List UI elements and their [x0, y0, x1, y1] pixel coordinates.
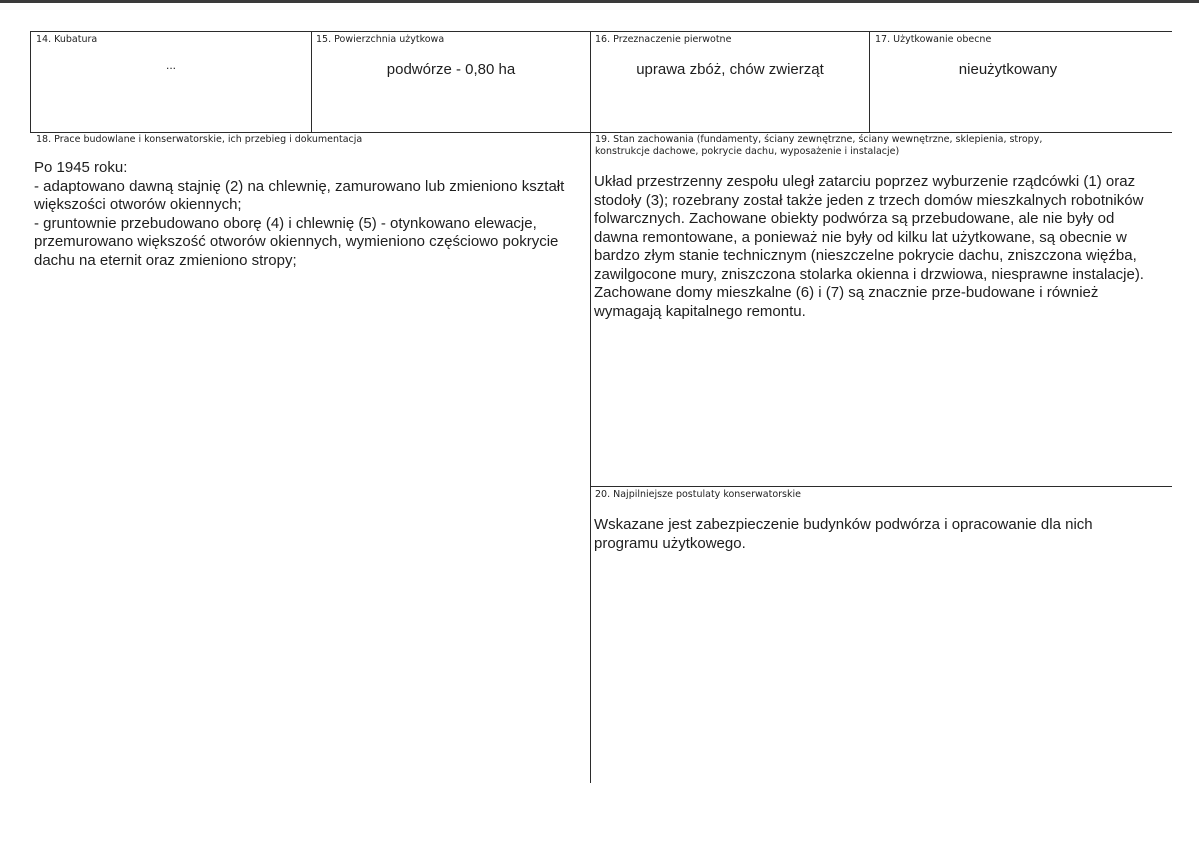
prace-paragraph: - gruntownie przebudowano oborę (4) i chlewnię (5) - otynkowano elewacje, przemurowano większość otworów okiennych, wymieniono częściowo pokrycie dachu na eternit oraz zmieniono stropy; — [34, 214, 559, 269]
prace-label: 18. Prace budowlane i konserwatorskie, ich przebieg i dokumentacja — [36, 134, 363, 145]
kubatura-label: 14. Kubatura — [36, 34, 98, 45]
prace-paragraph: - adaptowano dawną stajnię (2) na chlewnię, zamurowano lub zmieniono kształt większości otworów okiennych; — [34, 177, 565, 213]
powierzchnia-value: podwórze - 0,80 ha — [386, 61, 516, 78]
column-divider-15-16 — [590, 31, 591, 783]
column-divider-14-15 — [311, 31, 312, 133]
postulaty-label: 20. Najpilniejsze postulaty konserwatorskie — [595, 489, 801, 500]
stan-text: Układ przestrzenny zespołu uległ zatarciu poprzez wyburzenie rządcówki (1) oraz stodoły (3); rozebrany został także jeden z trzech domów mieszkalnych robotników folwarcznych. Zachowane obiekty podwórza są przebudowane, ale nie były od dawna remontowane, a ponieważ nie były od kilku lat użytkowane, są obecnie w bardzo złym stanie technicznym (nieszczelne pokrycie dachu, zniszczona więźba, zawilgocone mury, zniszczona stolarka okienna i drzwiowa, niesprawne instalacje). Zachowane domy mieszkalne (6) i (7) są znacznie prze-budowane i również wymagają kapitalnego remontu. — [594, 173, 1144, 320]
powierzchnia-label: 15. Powierzchnia użytkowa — [316, 34, 445, 45]
prace-text — [34, 159, 586, 270]
stan-label: 19. Stan zachowania (fundamenty, ściany zewnętrzne, ściany wewnętrzne, sklepienia, stropy, konstrukcje dachowe, pokrycie dachu, wyposażenie i instalacje) — [595, 134, 1043, 157]
kubatura-value: ... — [165, 58, 176, 72]
scan-top-edge — [0, 0, 1199, 3]
table-top-border — [30, 31, 1172, 32]
przeznaczenie-value: uprawa zbóż, chów zwierząt — [636, 61, 824, 78]
table-left-border — [30, 31, 31, 133]
row-divider-2 — [590, 486, 1172, 487]
prace-paragraph: Po 1945 roku: — [34, 159, 128, 176]
uzytkowanie-label: 17. Użytkowanie obecne — [875, 34, 992, 45]
przeznaczenie-label: 16. Przeznaczenie pierwotne — [595, 34, 732, 45]
row-divider-1 — [30, 132, 1172, 133]
postulaty-text: Wskazane jest zabezpieczenie budynków podwórza i opracowanie dla nich programu użytkowego. — [594, 516, 1093, 552]
column-divider-16-17 — [869, 31, 870, 133]
uzytkowanie-value: nieużytkowany — [958, 61, 1058, 78]
